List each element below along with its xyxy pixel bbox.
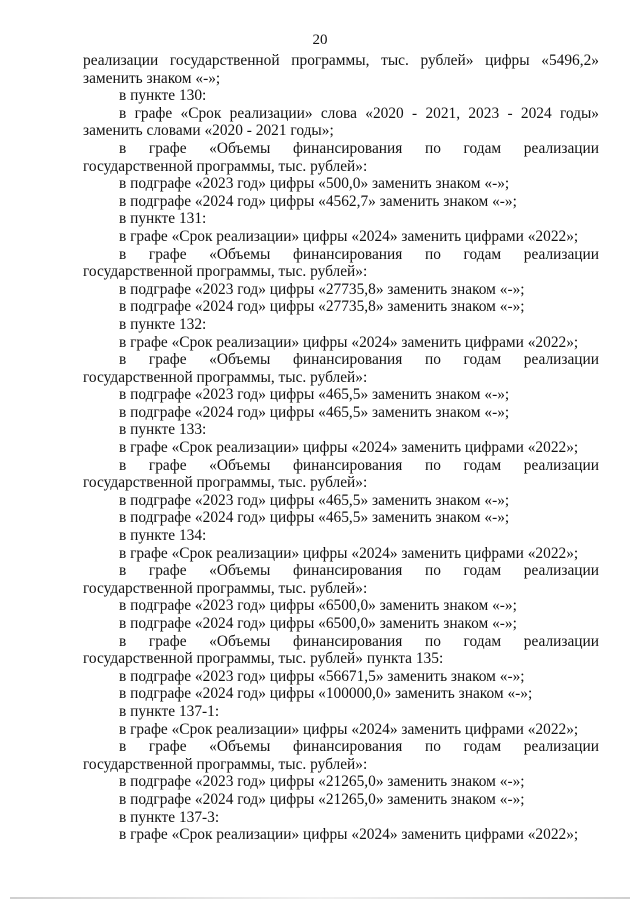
paragraph: в подграфе «2023 год» цифры «500,0» заменить знаком «-»; <box>119 175 510 193</box>
paragraph: в пункте 130: <box>119 87 207 105</box>
paragraph: в графе «Объемы финансирования по годам реализации государственной программы, тыс. рублей»: <box>83 562 599 597</box>
paragraph: в графе «Срок реализации» цифры «2024» заменить цифрами «2022»; <box>119 227 579 245</box>
document-body <box>83 52 599 844</box>
page-bottom-edge <box>10 897 630 899</box>
paragraph: в подграфе «2024 год» цифры «4562,7» заменить знаком «-»; <box>119 192 517 210</box>
paragraph: в подграфе «2023 год» цифры «27735,8» заменить знаком «-»; <box>119 280 525 298</box>
paragraph: в графе «Объемы финансирования по годам реализации государственной программы, тыс. рублей»: <box>83 456 599 492</box>
page-number: 20 <box>312 32 328 48</box>
paragraph: в графе «Срок реализации» цифры «2024» заменить цифрами «2022»; <box>119 544 579 562</box>
paragraph: в пункте 131: <box>119 210 207 228</box>
paragraph: в графе «Срок реализации» цифры «2024» заменить цифрами «2022»; <box>119 720 579 738</box>
paragraph: в подграфе «2023 год» цифры «21265,0» заменить знаком «-»; <box>119 773 525 791</box>
paragraph: в графе «Срок реализации» цифры «2024» заменить цифрами «2022»; <box>119 826 579 844</box>
paragraph: в графе «Объемы финансирования по годам реализации государственной программы, тыс. рублей» пункта 135: <box>83 632 599 668</box>
paragraph: в подграфе «2023 год» цифры «465,5» заменить знаком «-»; <box>119 491 510 509</box>
paragraph: в подграфе «2024 год» цифры «465,5» заменить знаком «-»; <box>119 509 510 527</box>
paragraph: в графе «Объемы финансирования по годам реализации государственной программы, тыс. рублей»: <box>83 738 599 773</box>
paragraph: в графе «Срок реализации» цифры «2024» заменить цифрами «2022»; <box>119 333 579 351</box>
paragraph: в графе «Объемы финансирования по годам реализации государственной программы, тыс. рублей»: <box>83 139 599 175</box>
paragraph: в пункте 137-1: <box>119 702 220 720</box>
paragraph: в подграфе «2024 год» цифры «100000,0» заменить знаком «-»; <box>119 685 533 703</box>
paragraph: в пункте 137-3: <box>119 808 220 826</box>
paragraph: в графе «Срок реализации» слова «2020 - 2021, 2023 - 2024 годы» заменить словами «2020 - 2021 годы»; <box>83 104 599 140</box>
paragraph: в пункте 133: <box>119 421 207 439</box>
paragraph: в подграфе «2024 год» цифры «6500,0» заменить знаком «-»; <box>119 615 517 632</box>
paragraph: в подграфе «2024 год» цифры «465,5» заменить знаком «-»; <box>119 403 510 421</box>
paragraph: в подграфе «2023 год» цифры «56671,5» заменить знаком «-»; <box>119 667 525 685</box>
paragraph: в подграфе «2024 год» цифры «21265,0» заменить знаком «-»; <box>119 790 525 808</box>
paragraph: в подграфе «2023 год» цифры «465,5» заменить знаком «-»; <box>119 386 510 404</box>
paragraph: в подграфе «2023 год» цифры «6500,0» заменить знаком «-»; <box>119 597 517 615</box>
paragraph: в пункте 134: <box>119 527 207 545</box>
paragraph: в пункте 132: <box>119 315 207 333</box>
paragraph: в графе «Объемы финансирования по годам реализации государственной программы, тыс. рублей»: <box>83 245 599 281</box>
paragraph: реализации государственной программы, тыс. рублей» цифры «5496,2» заменить знаком «-»; <box>83 52 599 87</box>
paragraph: в графе «Срок реализации» цифры «2024» заменить цифрами «2022»; <box>119 439 579 457</box>
paragraph: в графе «Объемы финансирования по годам реализации государственной программы, тыс. рублей»: <box>83 351 599 386</box>
paragraph: в подграфе «2024 год» цифры «27735,8» заменить знаком «-»; <box>119 298 525 316</box>
